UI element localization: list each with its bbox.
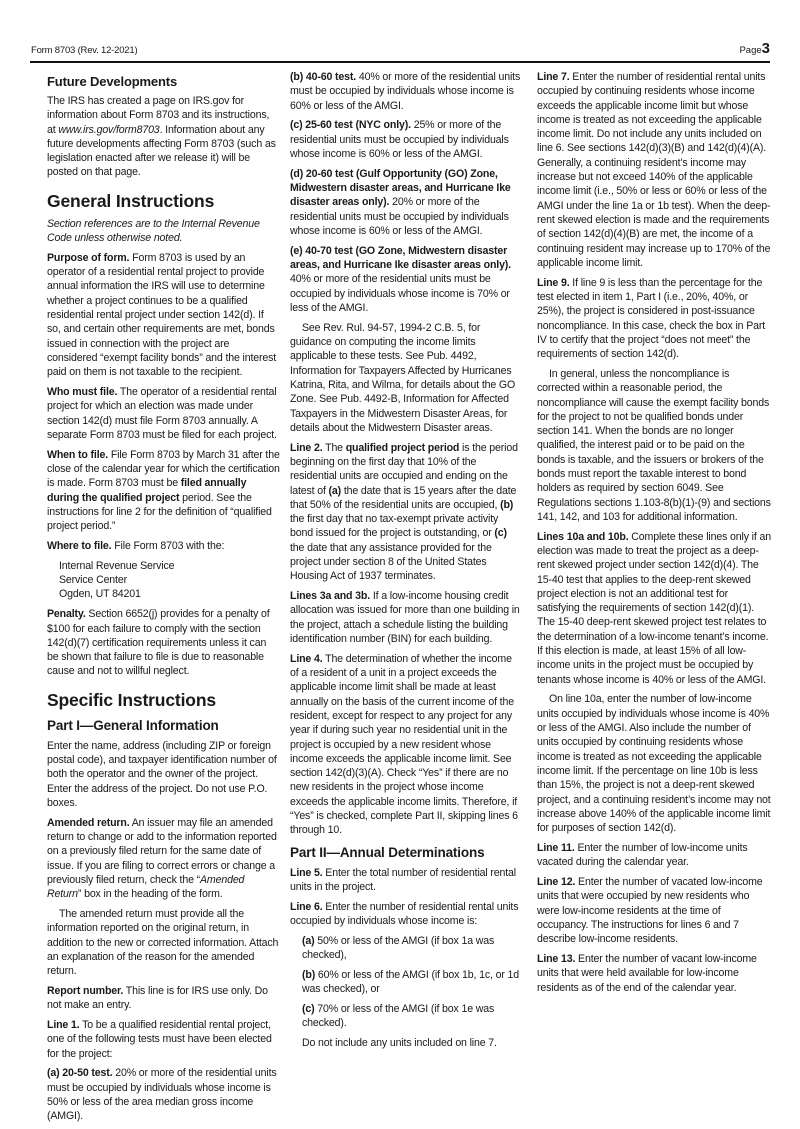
text: Part I—General Information bbox=[47, 717, 219, 733]
bold-text: Purpose of form. bbox=[47, 251, 130, 264]
paragraph bbox=[47, 739, 280, 810]
paragraph bbox=[537, 841, 773, 870]
bold-text: (c) 25-60 test (NYC only). bbox=[290, 119, 411, 132]
bold-text: Line 11. bbox=[537, 841, 575, 854]
paragraph bbox=[290, 589, 522, 646]
text: the first day that no tax-exempt private activity bond issued for the project is outstanding, or bbox=[290, 513, 499, 540]
bold-text: (a) 20-50 test. bbox=[47, 1067, 113, 1080]
paragraph bbox=[537, 530, 773, 687]
bold-text: Line 6. bbox=[290, 900, 323, 913]
paragraph bbox=[47, 607, 280, 678]
italic-text: www.irs.gov/form8703 bbox=[58, 123, 160, 136]
text: is the period beginning on the first day that 10% of the residential units are occupied and ending on the latest of bbox=[290, 441, 518, 497]
text: Enter the total number of residential rental units in the project. bbox=[290, 866, 516, 893]
paragraph bbox=[47, 539, 280, 553]
text: On line 10a, enter the number of low-income units occupied by individuals whose income is 40% or less of the AMGI. Also include the number of units occupied by continuing residents whose income is treated as not exceeding the applicable income limit. If the percentage on line 10b is less than 15%, the project is not a deep-rent skewed project, and a continuing resident’s income may not increase above 140% of the applicable income limit for purposes of section 142(d). bbox=[537, 693, 771, 835]
bold-text: Line 9. bbox=[537, 276, 570, 289]
text: Ogden, UT 84201 bbox=[59, 588, 141, 601]
text: Enter the number of low-income units vacated during the calendar year. bbox=[537, 841, 748, 869]
text: In general, unless the noncompliance is corrected within a reasonable period, the noncompliance will cause the exempt facility bonds for the project to not be qualified bonds under section 141. When the bonds are no longer qualified, the interest paid or to be paid on the bonds is taxable, and the issuers or brokers of the bonds must report the taxable interest to bond holders as required by section 6049. See Regulations sections 1.103-8(b)(1)-(9) and sections 141, 142, and 103 for additional information. bbox=[537, 367, 771, 523]
text: See Rev. Rul. 94-57, 1994-2 C.B. 5, for guidance on computing the income limits applicable to these tests. See Pub. 4492, Information for Taxpayers Affected by Hurricanes Katrina, Rita, and Wilma, for details about the GO Zone. See Pub. 4492-B, Information for Affected Taxpayers in the Midwestern Disaster Areas, for details about the Midwestern Disaster areas. bbox=[290, 321, 516, 434]
bold-text: (c) bbox=[302, 1003, 315, 1016]
paragraph bbox=[47, 984, 280, 1013]
bold-text: qualified project period bbox=[345, 441, 460, 454]
bold-text: Line 7. bbox=[537, 71, 570, 83]
text: If line 9 is less than the percentage for the test elected in item 1, Part I (i.e., 20%, 40%, or 25%), the project is considered in post-issuance noncompliance. In this case, check the box in Part IV to certify that the project “does not meet” the requirements of section 142(d). bbox=[537, 276, 766, 361]
paragraph bbox=[47, 217, 280, 246]
text: . Information about any future developments affecting Form 8703 (such as legislation enacted after we release it) will be posted on that page. bbox=[47, 123, 276, 179]
text: 60% or less of the AMGI (if box 1b, 1c, or 1d was checked), or bbox=[302, 968, 519, 996]
text: To be a qualified residential rental project, one of the following tests must have been elected for the project: bbox=[47, 1019, 272, 1060]
paragraph bbox=[290, 167, 522, 238]
text: the date that is 15 years after the date that 50% of the residential units are occupied, bbox=[290, 484, 517, 511]
column-middle bbox=[290, 70, 522, 1056]
paragraph bbox=[290, 118, 522, 161]
bold-text: Line 13. bbox=[537, 953, 576, 966]
bold-text: Report number. bbox=[47, 984, 124, 997]
paragraph bbox=[290, 441, 522, 584]
list-item bbox=[290, 968, 522, 997]
text: Enter the name, address (including ZIP or foreign postal code), and taxpayer identification number of both the operator and the owner of the project. Enter the address of the project. Do not use P.O. boxes. bbox=[47, 739, 277, 809]
paragraph bbox=[47, 448, 280, 534]
bold-text: (d) 20-60 test (Gulf Opportunity (GO) Zone, Midwestern disaster areas, and Hurricane Ike disaster areas only). bbox=[290, 167, 511, 209]
page-number-value: 3 bbox=[761, 40, 770, 57]
address-line bbox=[47, 573, 280, 587]
text: the date that any assistance provided for the project under section 8 of the United States Housing Act of 1937 terminates. bbox=[290, 541, 492, 583]
text: The bbox=[322, 441, 346, 454]
subsection-heading bbox=[47, 73, 280, 91]
text: Form 8703 is used by an operator of a residential rental project to provide annual information the IRS will use to determine whether a project continues to be a qualified residential rental project under section 142(d). If so, and certain other requirements are met, bonds issued in connection with the project are considered “exempt facility bonds” and the interest paid on them is not taxable to the recipient. bbox=[47, 251, 277, 379]
text: The determination of whether the income of a resident of a unit in a project exceeds the applicable income limit shall be made at least annually on the basis of the current income of the resident, except for respect to any project for any year if during such year no residential unit in the project is occupied by a new resident whose income exceeds the applicable income limit. See section 142(d)(3)(A). Check “Yes” if there are no new residents in the project whose income exceeds the applicable income limits. Therefore, if “Yes” is checked, complete Part II, skipping lines 6 through 10. bbox=[290, 652, 518, 837]
paragraph bbox=[47, 251, 280, 380]
bold-text: Line 12. bbox=[537, 876, 576, 889]
text: Future Developments bbox=[47, 74, 178, 89]
text: Complete these lines only if an election was made to treat the project as a deep-rent skewed project under section 142(d)(4). The 15-40 test that applies to the deep-rent skewed project election is not an additional test for satisfying the requirements of section 142(d)(1). The 15-40 deep-rent skewed project test relates to the determination of a low-income tenant’s income. If this election is made, at least 15% of all low-income units in the project must be occupied by tenants whose income is 40% or less of the AMGI. bbox=[537, 530, 771, 686]
paragraph bbox=[537, 276, 773, 362]
part-heading bbox=[290, 844, 522, 862]
text: Do not include any units included on line 7. bbox=[302, 1037, 497, 1050]
bold-text: Line 5. bbox=[290, 866, 323, 879]
text: 50% or less of the AMGI (if box 1a was checked), bbox=[302, 934, 495, 962]
bold-text: Lines 10a and 10b. bbox=[537, 530, 629, 543]
text: Enter the number of residential rental units occupied by individuals whose income is: bbox=[290, 900, 519, 928]
section-heading bbox=[47, 190, 280, 212]
part-heading bbox=[47, 717, 280, 735]
paragraph bbox=[290, 70, 522, 113]
paragraph bbox=[47, 1066, 280, 1123]
text: Enter the number of vacated low-income units that were occupied by new residents who were low-income residents at the time of occupancy. The instructions for lines 6 and 7 describe low-income residents. bbox=[537, 876, 763, 946]
bold-text: (b) bbox=[500, 498, 514, 511]
paragraph bbox=[47, 816, 280, 902]
list-item bbox=[290, 934, 522, 963]
paragraph bbox=[537, 692, 773, 835]
text: Part II—Annual Determinations bbox=[290, 844, 485, 860]
bold-text: filed annually during the qualified project bbox=[47, 477, 247, 504]
text: 25% or more of the residential units must be occupied by individuals whose income is 60% or less of the AMGI. bbox=[290, 119, 509, 160]
bold-text: When to file. bbox=[47, 448, 109, 461]
bold-text: (e) 40-70 test (GO Zone, Midwestern disaster areas, and Hurricane Ike disaster areas only). bbox=[290, 244, 511, 272]
paragraph bbox=[537, 952, 773, 995]
bold-text: Penalty. bbox=[47, 608, 86, 621]
paragraph bbox=[47, 1018, 280, 1061]
text: 70% or less of the AMGI (if box 1e was checked). bbox=[302, 1003, 495, 1030]
bold-text: Line 4. bbox=[290, 652, 323, 665]
bold-text: Line 2. bbox=[290, 441, 323, 454]
list-item bbox=[290, 1036, 522, 1050]
bold-text: (a) bbox=[302, 934, 315, 947]
bold-text: (b) bbox=[302, 968, 316, 981]
bold-text: Lines 3a and 3b. bbox=[290, 590, 371, 603]
page-number bbox=[739, 40, 770, 57]
text: Section 6652(j) provides for a penalty of $100 for each failure to comply with the section 142(d)(7) certification requirements unless it can be shown that failure to file is due to reasonable cause and not to willful neglect. bbox=[47, 608, 270, 678]
bold-text: Amended return. bbox=[47, 816, 130, 829]
text: 20% or more of the residential units must be occupied by individuals whose income is 60% or less of the AMGI. bbox=[290, 196, 509, 237]
address-line bbox=[47, 559, 280, 573]
paragraph bbox=[47, 94, 280, 180]
text: 20% or more of the residential units must be occupied by individuals whose income is 50% or less of the area median gross income (AMGI). bbox=[47, 1067, 277, 1123]
text: An issuer may file an amended return to change or add to the information reported on a previously filed return for the same date of issue. If you are filing to correct errors or change a previously filed return, check the “ bbox=[47, 816, 277, 886]
bold-text: (b) 40-60 test. bbox=[290, 71, 357, 83]
bold-text: Line 1. bbox=[47, 1019, 80, 1032]
text: If a low-income housing credit allocation was issued for more than one building in the project, attach a schedule listing the building identification number (BIN) for each building. bbox=[290, 590, 520, 645]
bold-text: (a) bbox=[328, 484, 342, 497]
paragraph bbox=[537, 367, 773, 524]
list-item bbox=[290, 1002, 522, 1031]
text: Service Center bbox=[59, 574, 127, 587]
column-right bbox=[537, 70, 773, 1000]
text: 40% or more of the residential units must be occupied by individuals whose income is 60% or less of the AMGI. bbox=[290, 71, 521, 112]
bold-text: Who must file. bbox=[47, 386, 118, 399]
text: File Form 8703 with the: bbox=[111, 540, 225, 553]
text: General Instructions bbox=[47, 190, 215, 211]
form-identifier: Form 8703 (Rev. 12-2021) bbox=[31, 45, 138, 56]
text: ” box in the heading of the form. bbox=[77, 888, 223, 901]
paragraph bbox=[537, 70, 773, 270]
header-rule bbox=[30, 61, 770, 63]
text: Internal Revenue Service bbox=[59, 559, 175, 572]
paragraph bbox=[537, 875, 773, 946]
text: Specific Instructions bbox=[47, 689, 216, 710]
italic-text: Amended Return bbox=[47, 873, 245, 901]
paragraph bbox=[290, 321, 522, 435]
text: Enter the number of vacant low-income units that were held available for low-income residents as of the end of the calendar year. bbox=[537, 953, 757, 994]
paragraph bbox=[290, 652, 522, 838]
italic-text: Section references are to the Internal Revenue Code unless otherwise noted. bbox=[47, 217, 260, 245]
page-label: Page bbox=[739, 45, 762, 56]
text: The operator of a residential rental project for which an election was made under section 142(d) must file Form 8703 annually. A separate Form 8703 must be filed for each project. bbox=[47, 386, 277, 441]
paragraph bbox=[47, 907, 280, 978]
paragraph bbox=[290, 900, 522, 929]
text: This line is for IRS use only. Do not make an entry. bbox=[47, 984, 268, 1012]
text: File Form 8703 by March 31 after the close of the calendar year for which the certification is made. Form 8703 must be bbox=[47, 448, 280, 490]
text: The IRS has created a page on IRS.gov for information about Form 8703 and its instructions, at bbox=[47, 95, 270, 136]
address-line bbox=[47, 587, 280, 601]
text: period. See the instructions for line 2 for the definition of “qualified project period.” bbox=[47, 491, 272, 533]
section-heading bbox=[47, 689, 280, 711]
text: The amended return must provide all the information reported on the original return, in addition to the new or corrected information. Attach an explanation of the reason for the amended return. bbox=[47, 907, 279, 978]
paragraph bbox=[290, 866, 522, 895]
text: 40% or more of the residential units must be occupied by individuals whose income is 70% or less of the AMGI. bbox=[290, 273, 510, 314]
paragraph bbox=[290, 244, 522, 315]
text: Enter the number of residential rental units occupied by continuing residents whose income exceeds the applicable income limit but whose income is treated as not exceeding the applicable income limit. Do not include any units included on line 6. See sections 142(d)(3)(B) and 142(d)(4)(A). Generally, a continuing resident’s income may increase but not exceed 140% of the applicable income limit (i.e., 50% or less or 60% or less of the AMGI under the line 1a or 1b test). When the deep-rent skewed election is made and the requirements of section 142(d)(4)(B) are met, the income of a continuing resident may increase up to 170% of the applicable income limit. bbox=[537, 71, 771, 269]
bold-text: (c) bbox=[494, 527, 507, 540]
column-left bbox=[47, 70, 280, 1129]
paragraph bbox=[47, 385, 280, 442]
bold-text: Where to file. bbox=[47, 540, 112, 553]
